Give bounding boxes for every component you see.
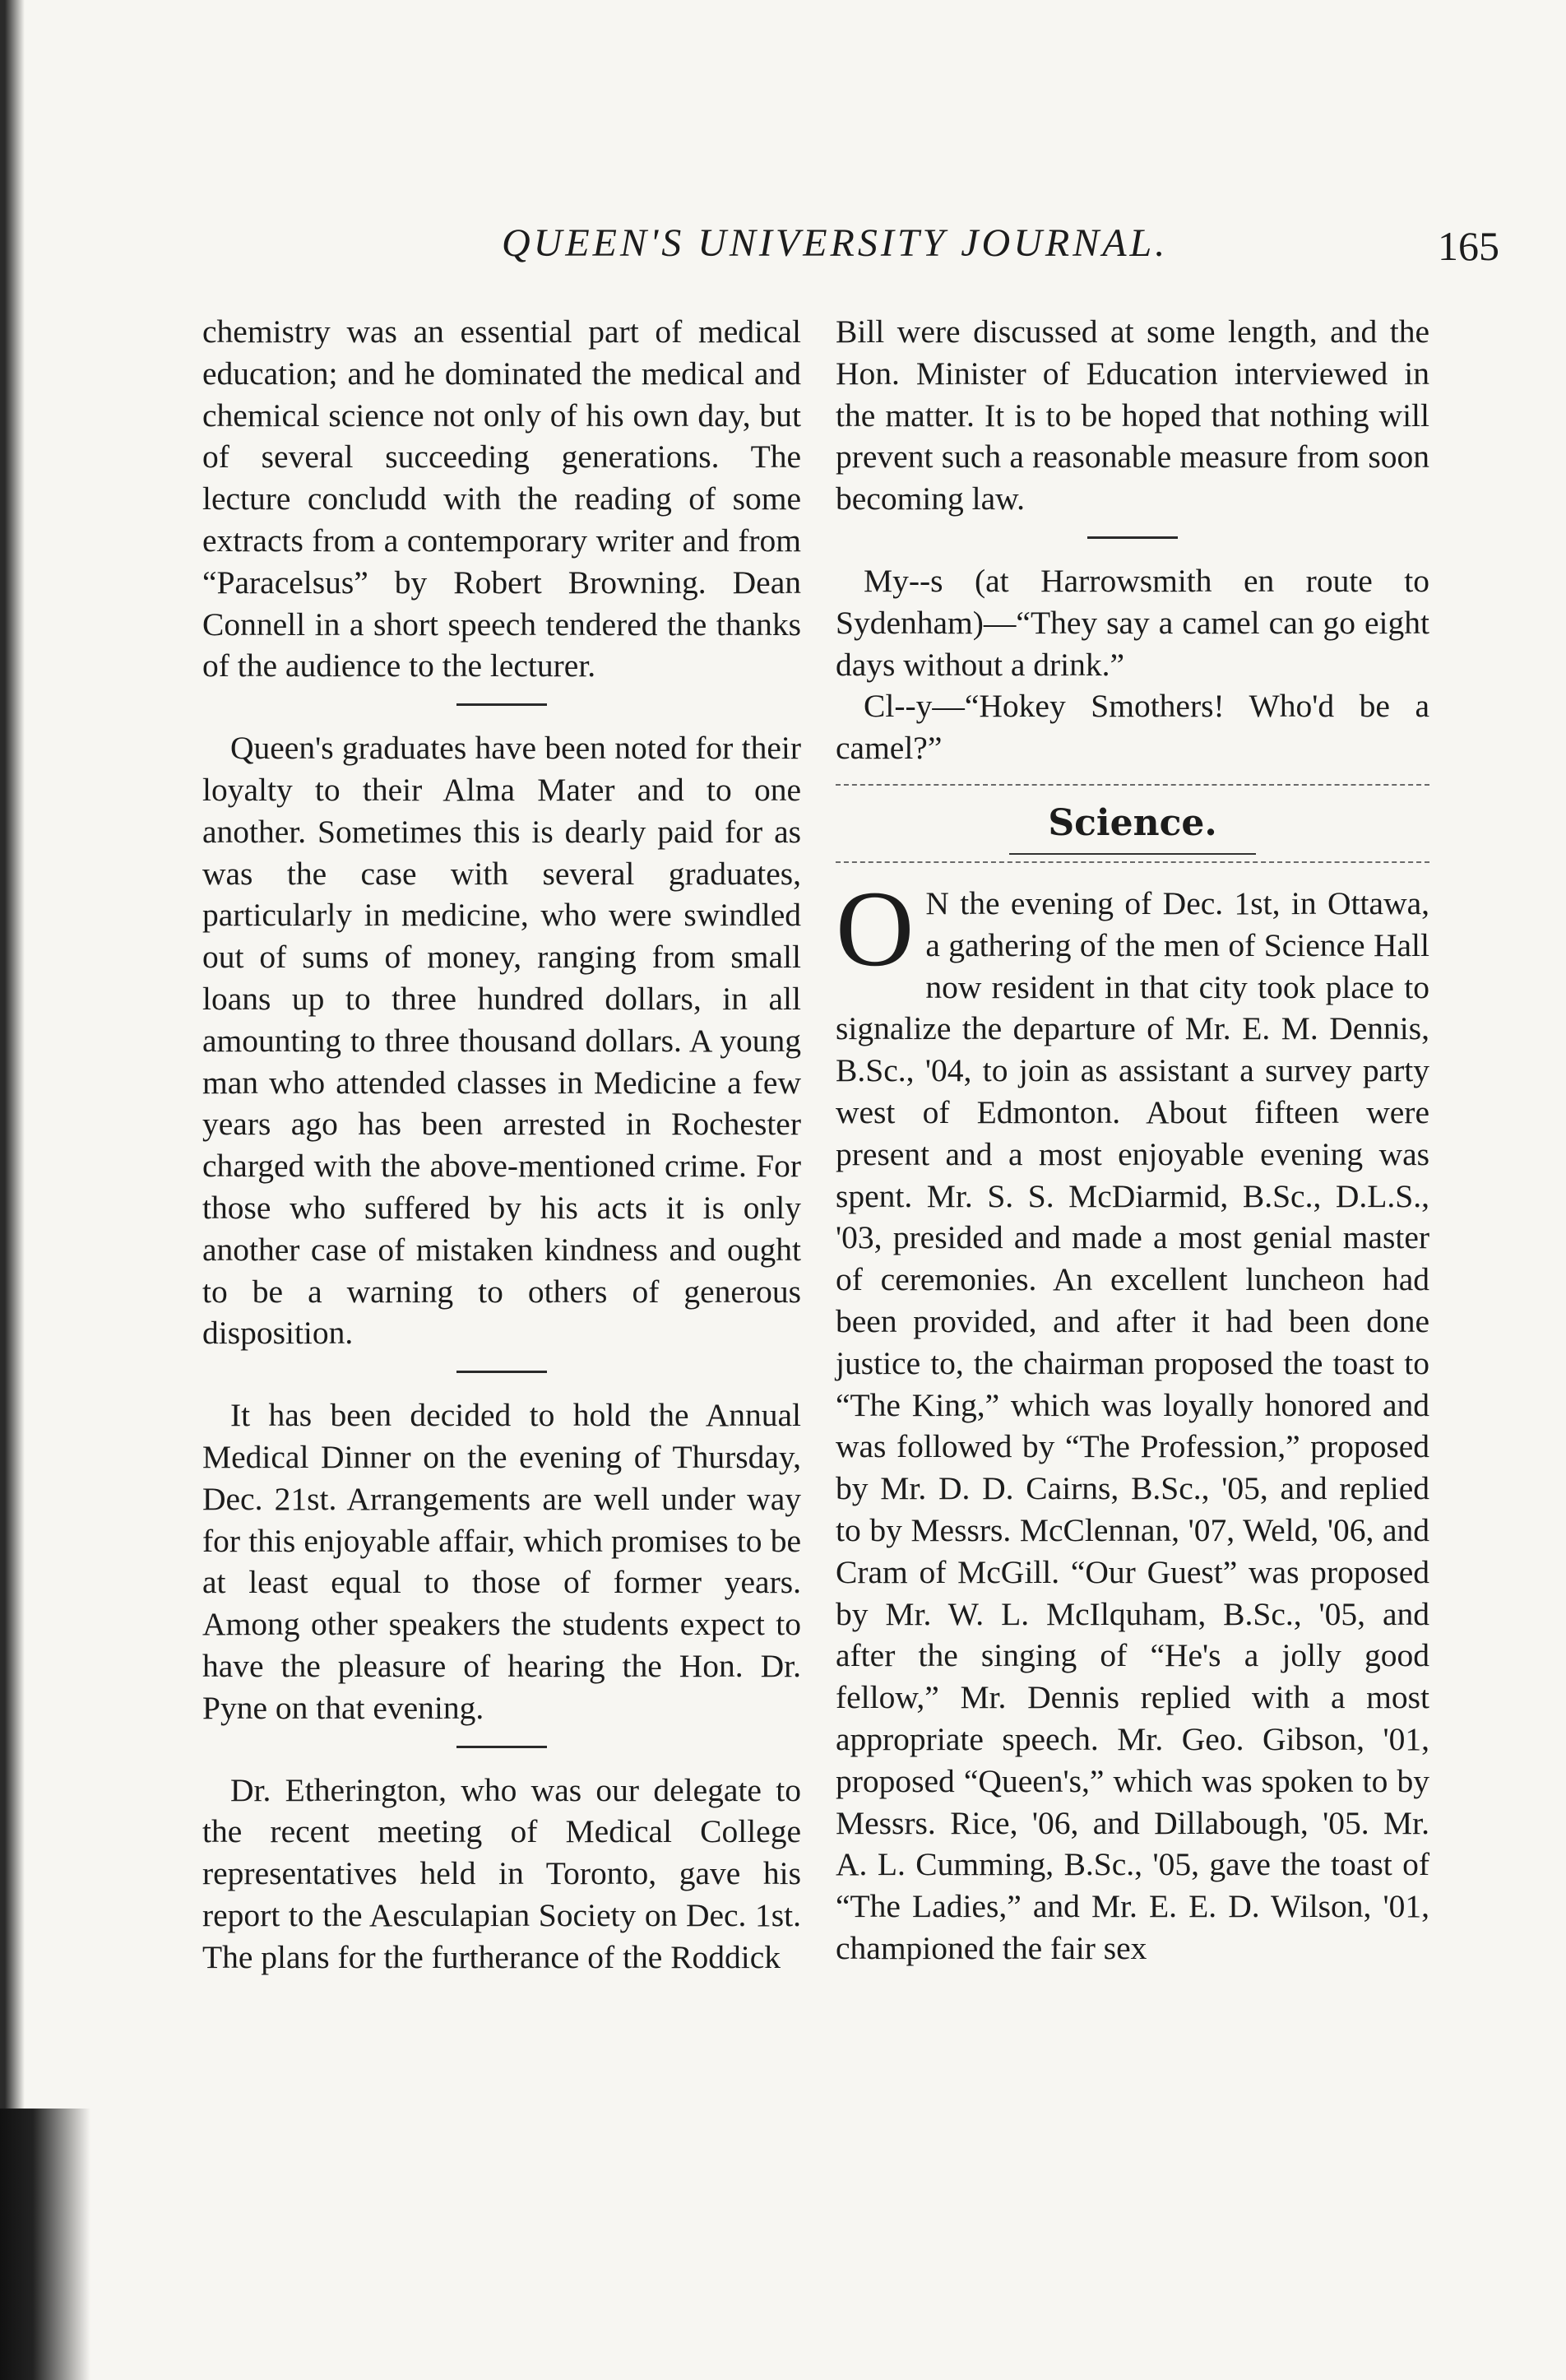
paragraph-medical-dinner: It has been decided to hold the Annual Medical Dinner on the evening of Thursday, Dec. 21st. Arrangements are well under way for this enjoyable affair, which promises to be at least equal to those of former years. Among other speakers the students expect to have the pleasure of hearing the Hon. Dr. Pyne on that evening. xyxy=(202,1397,801,1726)
page-header xyxy=(0,220,1566,278)
heading-underline xyxy=(1009,853,1256,855)
dashed-divider xyxy=(836,784,1429,786)
paragraph-camel-reply: Cl--y—“Hokey Smothers! Who'd be a camel?” xyxy=(836,688,1429,767)
section-divider xyxy=(456,703,547,706)
paragraph-ottawa-text: N the evening of Dec. 1st, in Ottawa, a gathering of the men of Science Hall now resident in that city took place to signalize the departure of Mr. E. M. Dennis, B.Sc., '04, to join as assistant a survey party west of Edmonton. About fifteen were present and a most enjoyable evening was spent. Mr. S. S. McDiarmid, B.Sc., D.L.S., '03, presided and made a most genial master of ceremonies. An excellent luncheon had been provided, and after it had been done justice to, the chairman proposed the toast to “The King,” which was loyally honored and was followed by “The Profession,” proposed by Mr. D. D. Cairns, B.Sc., '05, and replied to by Messrs. McClennan, '07, Weld, '06, and Cram of McGill. “Our Guest” was proposed by Mr. W. L. McIlquham, B.Sc., '05, and after the singing of “He's a jolly good fellow,” Mr. Dennis replied with a most appropriate speech. Mr. Geo. Gibson, '01, proposed “Queen's,” which was spoken to by Messrs. Rice, '06, and Dillabough, '05. Mr. A. L. Cumming, B.Sc., '05, gave the toast of “The Ladies,” and Mr. E. E. D. Wilson, '01, championed the fair sex xyxy=(836,884,1429,1966)
page-binding-shadow xyxy=(0,2109,90,2380)
section-divider xyxy=(1087,536,1178,539)
drop-cap: O xyxy=(836,867,915,989)
running-title: QUEEN'S UNIVERSITY JOURNAL. xyxy=(502,221,1169,265)
right-column xyxy=(836,311,1429,1969)
paragraph-etherington-report: Dr. Etherington, who was our delegate to the recent meeting of Medical College representatives held in Toronto, gave his report to the Aesculapian Society on Dec. 1st. The plans for the furtherance of the Roddick xyxy=(202,1771,801,1975)
paragraph-chemistry-lecture: chemistry was an essential part of medical education; and he dominated the medical and chemical science not only of his own day, but of several succeeding generations. The lecture concludd with the reading of some extracts from a contemporary writer and from “Paracelsus” by Robert Browning. Dean Connell in a short speech tendered the thanks of the audience to the lecturer. xyxy=(202,313,801,684)
paragraph-ottawa-gathering xyxy=(836,867,1429,1969)
page-number: 165 xyxy=(1438,223,1499,269)
paragraph-graduates-swindled: Queen's graduates have been noted for their loyalty to their Alma Mater and to one another. Sometimes this is dearly paid for as was the case with several graduates, particularly in medicine, who were swindled out of sums of money, ranging from small loans up to three hundred dollars, in all amounting to three thousand dollars. A young man who attended classes in Medicine a few years ago has been arrested in Rochester charged with the above-mentioned crime. For those who suffered by his acts it is only another case of mistaken kindness and ought to be a warning to others of generous disposition. xyxy=(202,730,801,1352)
paragraph-camel-joke: My--s (at Harrowsmith en route to Sydenham)—“They say a camel can go eight days without a drink.” xyxy=(836,562,1429,683)
section-heading-science: Science. xyxy=(1048,801,1217,844)
paragraph-roddick-bill: Bill were discussed at some length, and the Hon. Minister of Education interviewed in the matter. It is to be hoped that nothing will prevent such a reasonable measure from soon becoming law. xyxy=(836,313,1429,517)
left-column xyxy=(202,311,801,1978)
section-divider xyxy=(456,1746,547,1748)
dashed-divider xyxy=(836,861,1429,863)
section-divider xyxy=(456,1371,547,1373)
page-spine-shadow xyxy=(0,0,35,2380)
